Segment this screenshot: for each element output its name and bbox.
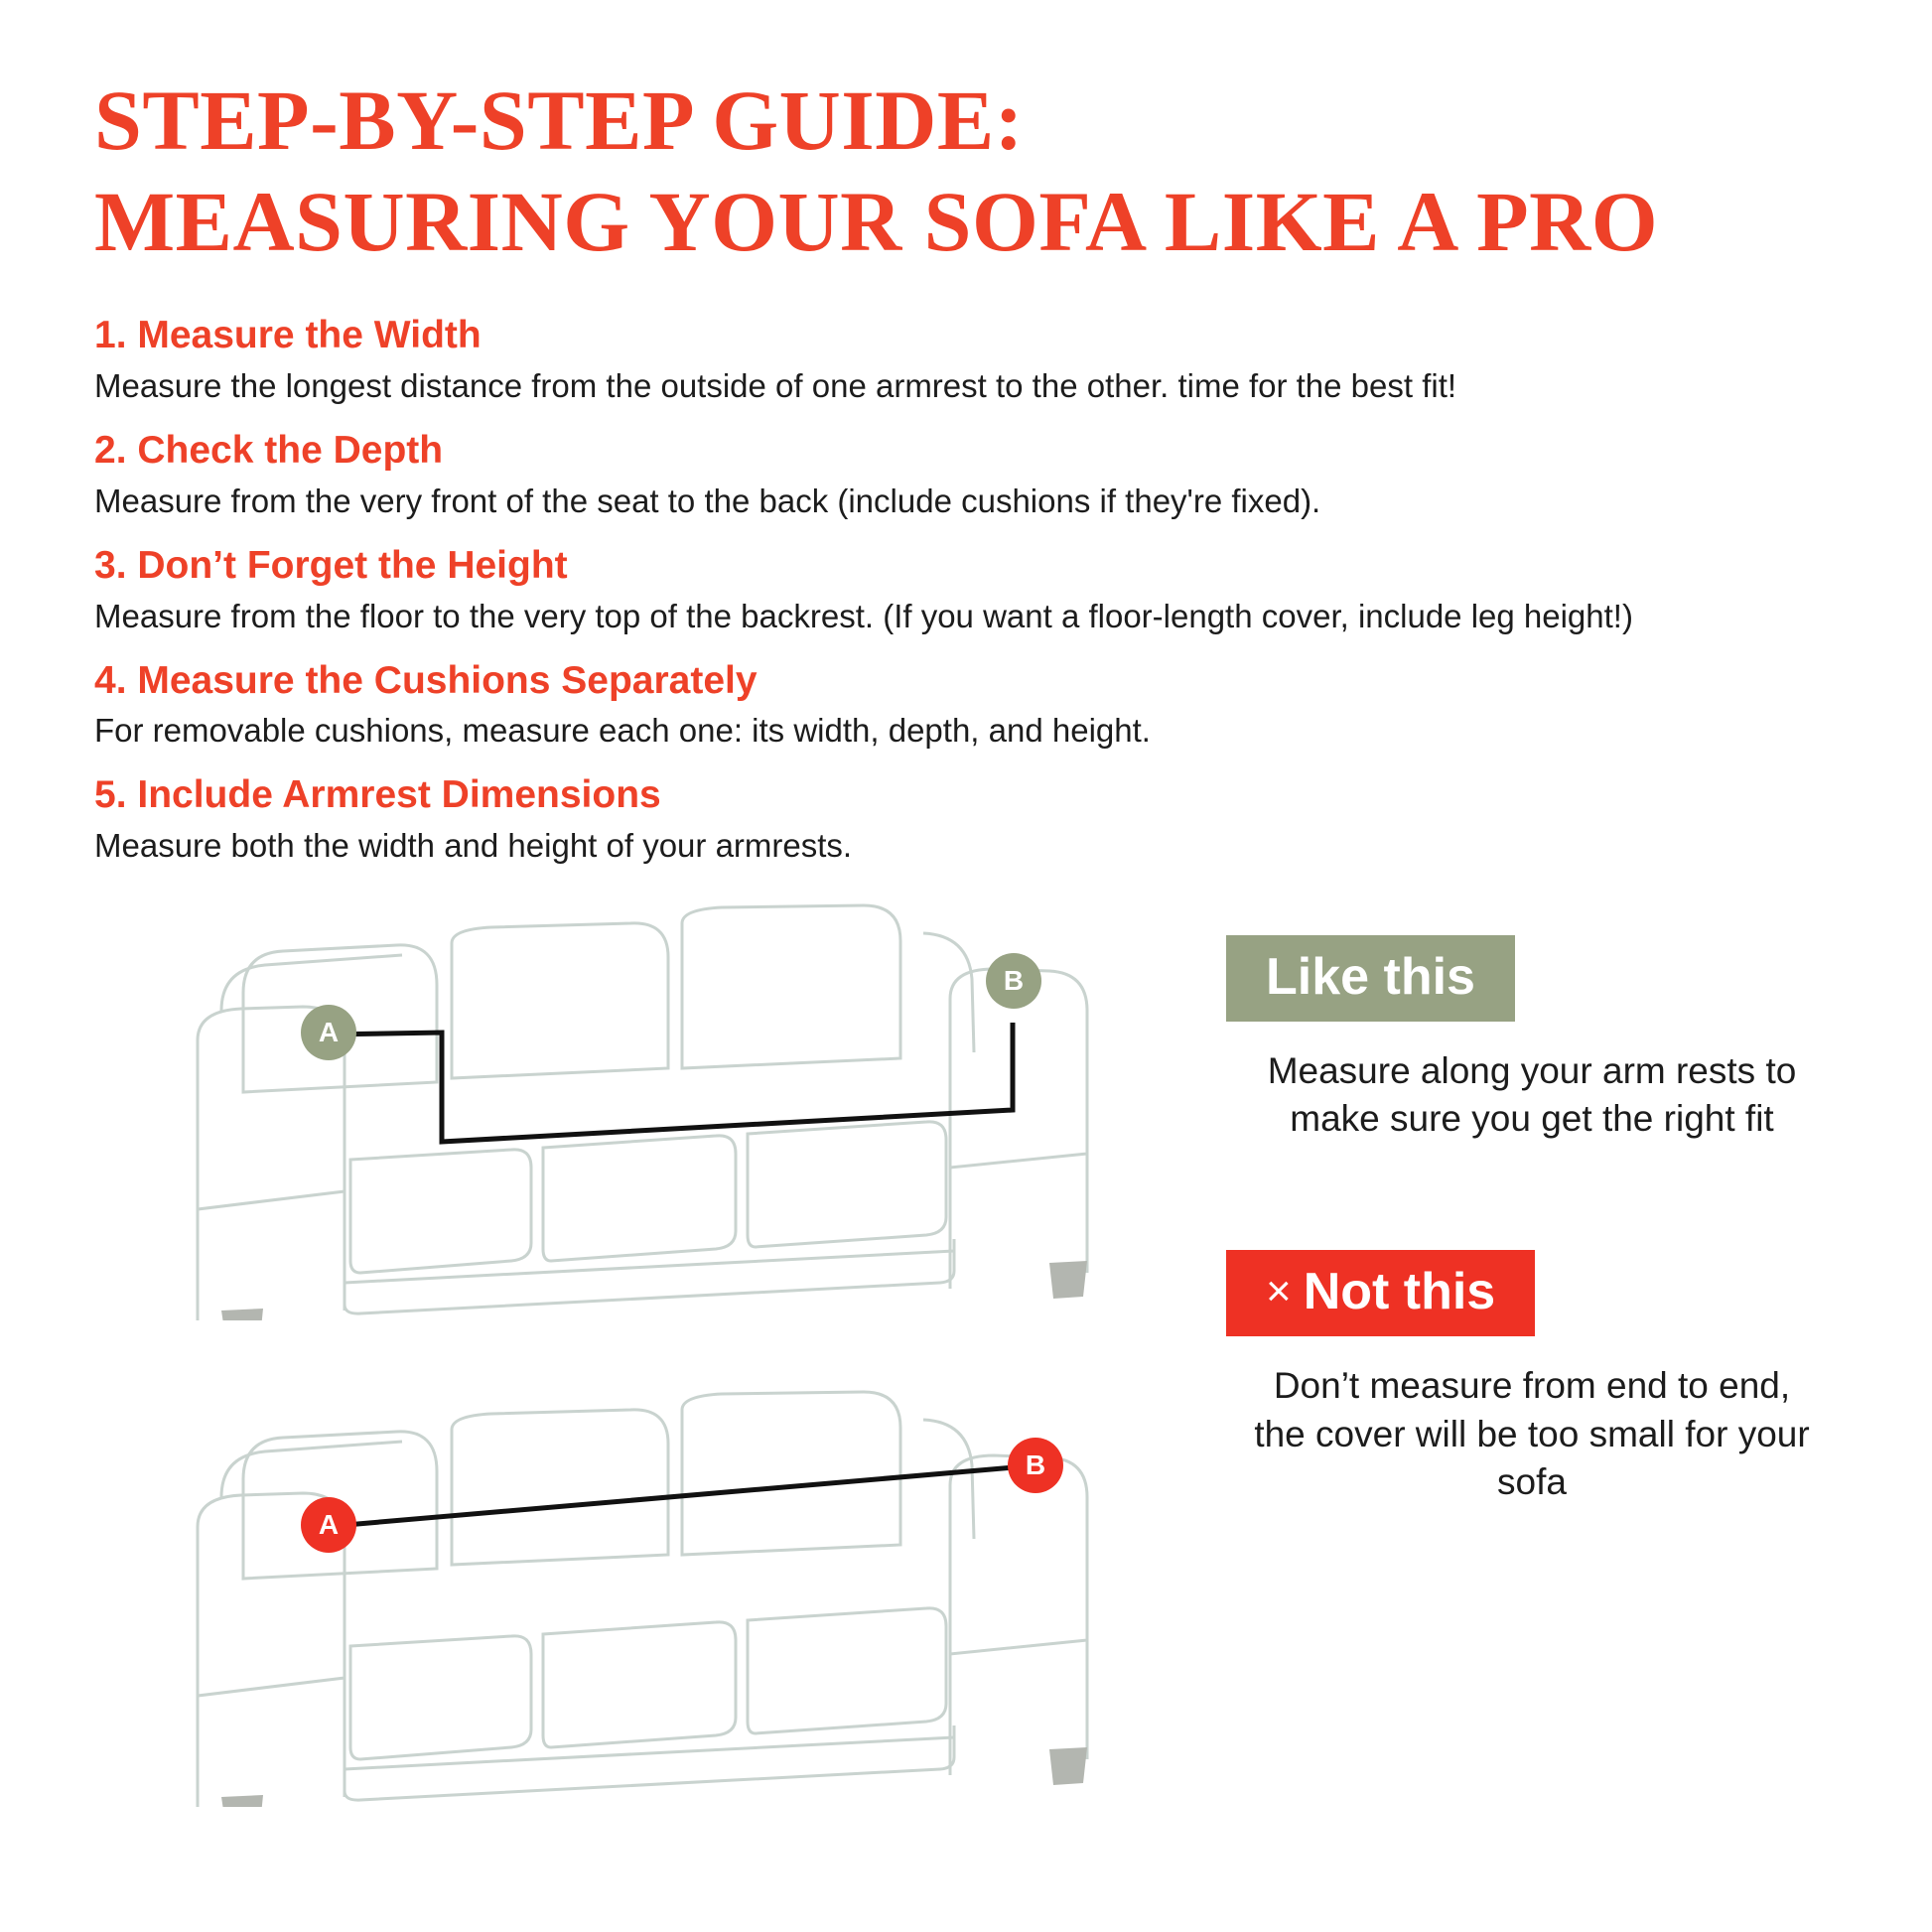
callout-like-this xyxy=(1226,935,1838,1143)
sofa-diagram-incorrect xyxy=(94,1380,1216,1807)
step-2-body: Measure from the very front of the seat to the back (include cushions if they're fixed). xyxy=(94,482,1321,519)
close-icon: × xyxy=(1266,1267,1292,1316)
badge-a-correct: A xyxy=(301,1005,356,1060)
step-1-heading: 1. Measure the Width xyxy=(94,314,482,357)
callout-not-label xyxy=(1226,1250,1535,1336)
step-2-heading: 2. Check the Depth xyxy=(94,429,444,473)
step-3-heading: 3. Don’t Forget the Height xyxy=(94,543,568,587)
callout-column xyxy=(1216,894,1838,1807)
step-5 xyxy=(94,772,1838,868)
step-3 xyxy=(94,543,1838,638)
callout-not-label-text: Not this xyxy=(1303,1263,1496,1321)
step-4-body: For removable cushions, measure each one: its width, depth, and height. xyxy=(94,712,1151,750)
step-4 xyxy=(94,658,1838,754)
badge-b-incorrect: B xyxy=(1008,1438,1063,1493)
step-4-heading: 4. Measure the Cushions Separately xyxy=(94,658,758,702)
callout-like-label: Like this xyxy=(1226,935,1515,1022)
step-1 xyxy=(94,313,1838,408)
step-2 xyxy=(94,428,1838,523)
illustration-section xyxy=(94,894,1838,1807)
step-5-body: Measure both the width and height of your armrests. xyxy=(94,826,853,864)
step-1-body: Measure the longest distance from the outside of one armrest to the other. time for the best fit! xyxy=(94,367,1457,405)
page-title xyxy=(94,0,1838,269)
sofa-illustration-correct xyxy=(94,894,1216,1320)
sofa-diagrams xyxy=(94,894,1216,1807)
badge-b-correct: B xyxy=(986,953,1041,1009)
callout-not-text: Don’t measure from end to end, the cover will be too small for your sofa xyxy=(1254,1365,1810,1502)
step-3-body: Measure from the floor to the very top of the backrest. (If you want a floor-length cover, include leg height!) xyxy=(94,597,1633,634)
title-line-2: MEASURING YOUR SOFA LIKE A PRO xyxy=(94,173,1659,269)
sofa-diagram-correct xyxy=(94,894,1216,1320)
callout-like-text: Measure along your arm rests to make sure you get the right fit xyxy=(1267,1050,1797,1140)
step-5-heading: 5. Include Armrest Dimensions xyxy=(94,773,661,817)
steps-list xyxy=(94,313,1838,867)
callout-not-this xyxy=(1226,1250,1838,1505)
badge-a-incorrect: A xyxy=(301,1497,356,1553)
title-line-1: STEP-BY-STEP GUIDE: xyxy=(94,72,1024,168)
